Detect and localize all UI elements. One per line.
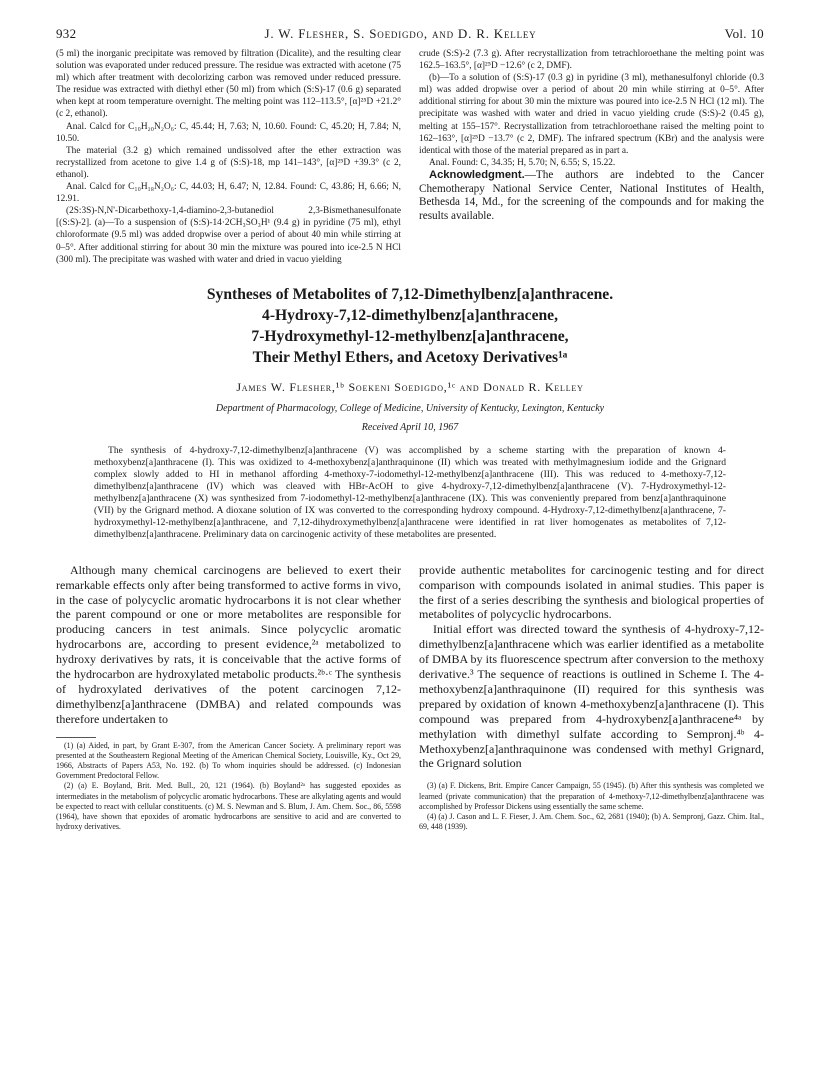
article-body: [56, 563, 764, 833]
footnote: (3) (a) F. Dickens, Brit. Empire Cancer Campaign, 55 (1945). (b) After this synthesis was completed we learned (private communication) that the preparation of 4-methoxy-7,12-dimethylbenz[a]anthracene was accomplished by Professor Dickens using essentially the same scheme.: [419, 781, 764, 811]
footnote: (4) (a) J. Cason and L. F. Fieser, J. Am. Chem. Soc., 62, 2681 (1940); (b) A. Sempronj, Gazz. Chim. Ital., 69, 448 (1939).: [419, 811, 764, 832]
title-line: Their Methyl Ethers, and Acetoxy Derivatives¹ᵃ: [252, 348, 568, 366]
paragraph: Anal. Calcd for C₁₀H₁₈N₂O₆: C, 44.03; H, 6.47; N, 12.84. Found: C, 43.86; H, 6.66; N, 12.91.: [56, 182, 401, 205]
paragraph: (b)—To a solution of (S:S)-17 (0.3 g) in pyridine (3 ml), methanesulfonyl chloride (0.3 ml) was added dropwise over a period of about 20 min while stirring at 0–5°. After additional stirring for about 30 min the mixture was poured into ice-2.5 N HCl (12 ml). The precipitate was washed with water and dried in vacuo yielding crude (S:S)-2 (0.45 g), melting at 155–157°. Recrystallization from tetrachloroethane raised the melting point to 162–163°, [α]²⁵D −13.7° (c 2, DMF). The infrared spectrum (KBr) and the analysis were identical with those of the material prepared as in part a.: [419, 73, 764, 156]
footnote-divider: [56, 737, 96, 738]
received-date: Received April 10, 1967: [361, 421, 459, 433]
article-authors: James W. Flesher,¹ᵇ Soekeni Soedigdo,¹ᶜ and Donald R. Kelley: [236, 379, 584, 394]
running-title: J. W. Flesher, S. Soedigdo, and D. R. Kelley: [264, 26, 537, 41]
footnotes-right: [419, 781, 764, 832]
paragraph: crude (S:S)-2 (7.3 g). After recrystallization from tetrachloroethane the melting point was 162.5–163.5°, [α]²⁵D −12.6° (c 2, DMF).: [419, 49, 764, 72]
paragraph: Although many chemical carcinogens are believed to exert their remarkable effects only after being transformed to active forms in vivo, in the case of polycyclic aromatic hydrocarbons it is not clear whether the parent compound or one or more metabolites are responsible for producing cancers in test animals. Since polycyclic aromatic hydrocarbons are, according to present evidence,²ᵃ metabolized to hydroxy derivatives by rats, it is conceivable that the active forms of the hydrocarbon are hydroxylated metabolic products.²ᵇ·ᶜ The synthesis of hydroxylated derivatives of the potent carcinogen 7,12-dimethylbenz[a]anthracene (DMBA) and related compounds was therefore undertaken to: [56, 562, 401, 726]
paragraph: provide authentic metabolites for carcinogenic testing and for direct comparison with compounds isolated in animal studies. This paper is the first of a series describing the synthesis and biological properties of metabolites of polycyclic hydrocarbons.: [419, 562, 764, 622]
experimental-continuation: [56, 48, 764, 266]
abstract: The synthesis of 4-hydroxy-7,12-dimethylbenz[a]anthracene (V) was accomplished by a scheme starting with the preparation of known 4-methoxybenz[a]anthracene (I). This was oxidized to 4-methoxybenz[a]anthraquinone (II) which was treated with methylmagnesium iodide and the Grignard complex slowly added to HI in methanol affording 4-methoxy-7-iodomethyl-12-methylbenz[a]anthracene (III). This was reduced to 4-methoxy-7,12-dimethylbenz[a]anthracene (IV) which was cleaved with HBr-AcOH to give 4-hydroxy-7,12-dimethylbenz[a]anthracene (V). 7-Hydroxymethyl-12-methylbenz[a]anthracene (X) was synthesized from 7-iodomethyl-12-methylbenz[a]anthracene (IX). This was conveniently prepared from benz[a]anthraquinone (VII) by the Grignard method. A dioxane solution of IX was converted to the corresponding hydroxy compound. 4-Hydroxy-7,12-dimethylbenz[a]anthracene, 7-hydroxymethyl-12-methylbenz[a]anthracene, and 7,12-dihydroxymethylbenz[a]anthracene were identified in rat liver homogenates as metabolites of 7,12-dimethylbenz[a]anthracene. Preliminary data on carcinogenic activity of these metabolites are presented.: [94, 444, 726, 540]
top-left-column: [56, 48, 401, 266]
body-left-column: [56, 563, 401, 833]
volume-label: Vol. 10: [724, 26, 764, 41]
paragraph: Anal. Found: C, 34.35; H, 5.70; N, 6.55; S, 15.22.: [429, 157, 616, 168]
page-number: 932: [56, 26, 77, 41]
paragraph: Anal. Calcd for C₁₀H₂₀N₂O₆: C, 45.44; H, 7.63; N, 10.60. Found: C, 45.20; H, 7.84; N, 10.50.: [56, 121, 401, 144]
paragraph: The material (3.2 g) which remained undissolved after the ether extraction was recrystallized from acetone to give 1.4 g of (S:S)-18, mp 141–143°, [α]²⁵D +39.3° (c 2, ethanol).: [56, 145, 401, 180]
title-line: 7-Hydroxymethyl-12-methylbenz[a]anthracene,: [251, 327, 569, 345]
body-right-column: [419, 563, 764, 833]
paragraph: (5 ml) the inorganic precipitate was removed by filtration (Dicalite), and the resulting clear solution was evaporated under reduced pressure. The residue was extracted with acetone (75 ml) which after treatment with decolorizing carbon was removed under reduced pressure. The residue was extracted with diethyl ether (50 ml) from which (S:S)-17 (0.6 g) separated when kept at room temperature overnight. The melting point was 112–113.5°, [α]²⁵D +21.2° (c 2, ethanol).: [56, 49, 401, 120]
top-right-column: [419, 48, 764, 266]
article-affiliation: Department of Pharmacology, College of Medicine, University of Kentucky, Lexington, Kentucky: [215, 402, 605, 414]
acknowledgment-text: —The authors are indebted to the Cancer Chemotherapy National Service Center, National Institutes of Health, Bethesda 14, Md., for the screening of the compounds and for making the results available.: [419, 168, 764, 222]
title-line: Syntheses of Metabolites of 7,12-Dimethylbenz[a]anthracene.: [206, 285, 614, 303]
acknowledgment-heading: Acknowledgment.: [429, 168, 525, 181]
footnotes-left: [56, 741, 401, 833]
paragraph: Initial effort was directed toward the synthesis of 4-hydroxy-7,12-dimethylbenz[a]anthracene which was earlier identified as a metabolite of DMBA by its fluorescence spectrum after conversion to the methoxy derivative.³ The sequence of reactions is outlined in Scheme I. The 4-methoxybenz[a]anthraquinone (II) required for this synthesis was prepared by oxidation of known 4-methoxybenz[a]anthracene (I). This compound was prepared from 4-hydroxybenz[a]anthracene⁴ᵃ by methylation with dimethyl sulfate according to Sempronj.⁴ᵇ 4-Methoxybenz[a]anthraquinone was condensed with methyl Grignard, the Grignard solution: [419, 622, 764, 771]
running-header: [56, 26, 764, 48]
article-title: [56, 284, 764, 368]
acknowledgment: [419, 169, 764, 223]
title-line: 4-Hydroxy-7,12-dimethylbenz[a]anthracene,: [262, 306, 558, 324]
paragraph: (2S:3S)-N,N'-Dicarbethoxy-1,4-diamino-2,3-butanediol 2,3-Bismethanesulfonate [(S:S)-2]. (a)—To a suspension of (S:S)-14·2CH₃SO₃H¹ (9.4 g) in pyridine (75 ml), ethyl chloroformate (9.5 ml) was added dropwise over a period of about 40 min while stirring at 0–5°. After additional stirring for about 30 min the mixture was poured into ice-2.5 N HCl (300 ml). The precipitate was washed with water and dried in vacuo yielding: [56, 206, 401, 265]
footnote: (1) (a) Aided, in part, by Grant E-307, from the American Cancer Society. A preliminary report was presented at the Southeastern Regional Meeting of the American Chemical Society, Louisville, Ky., Oct 29, 1966, Abstracts of Papers A53, No. 192. (b) To whom inquiries should be addressed. (c) Indonesian Government Predoctoral Fellow.: [56, 740, 401, 781]
footnote: (2) (a) E. Boyland, Brit. Med. Bull., 20, 121 (1964). (b) Boyland²ᵃ has suggested epoxides as intermediates in the metabolism of polycyclic aromatic hydrocarbons. These are alkylating agents and would be expected to react with cellular constituents. (c) M. S. Newman and S. Blum, J. Am. Chem. Soc., 86, 5598 (1964), have shown that epoxides of aromatic hydrocarbons are sensitive to acid and are converted to hydroxy derivatives.: [56, 781, 401, 832]
